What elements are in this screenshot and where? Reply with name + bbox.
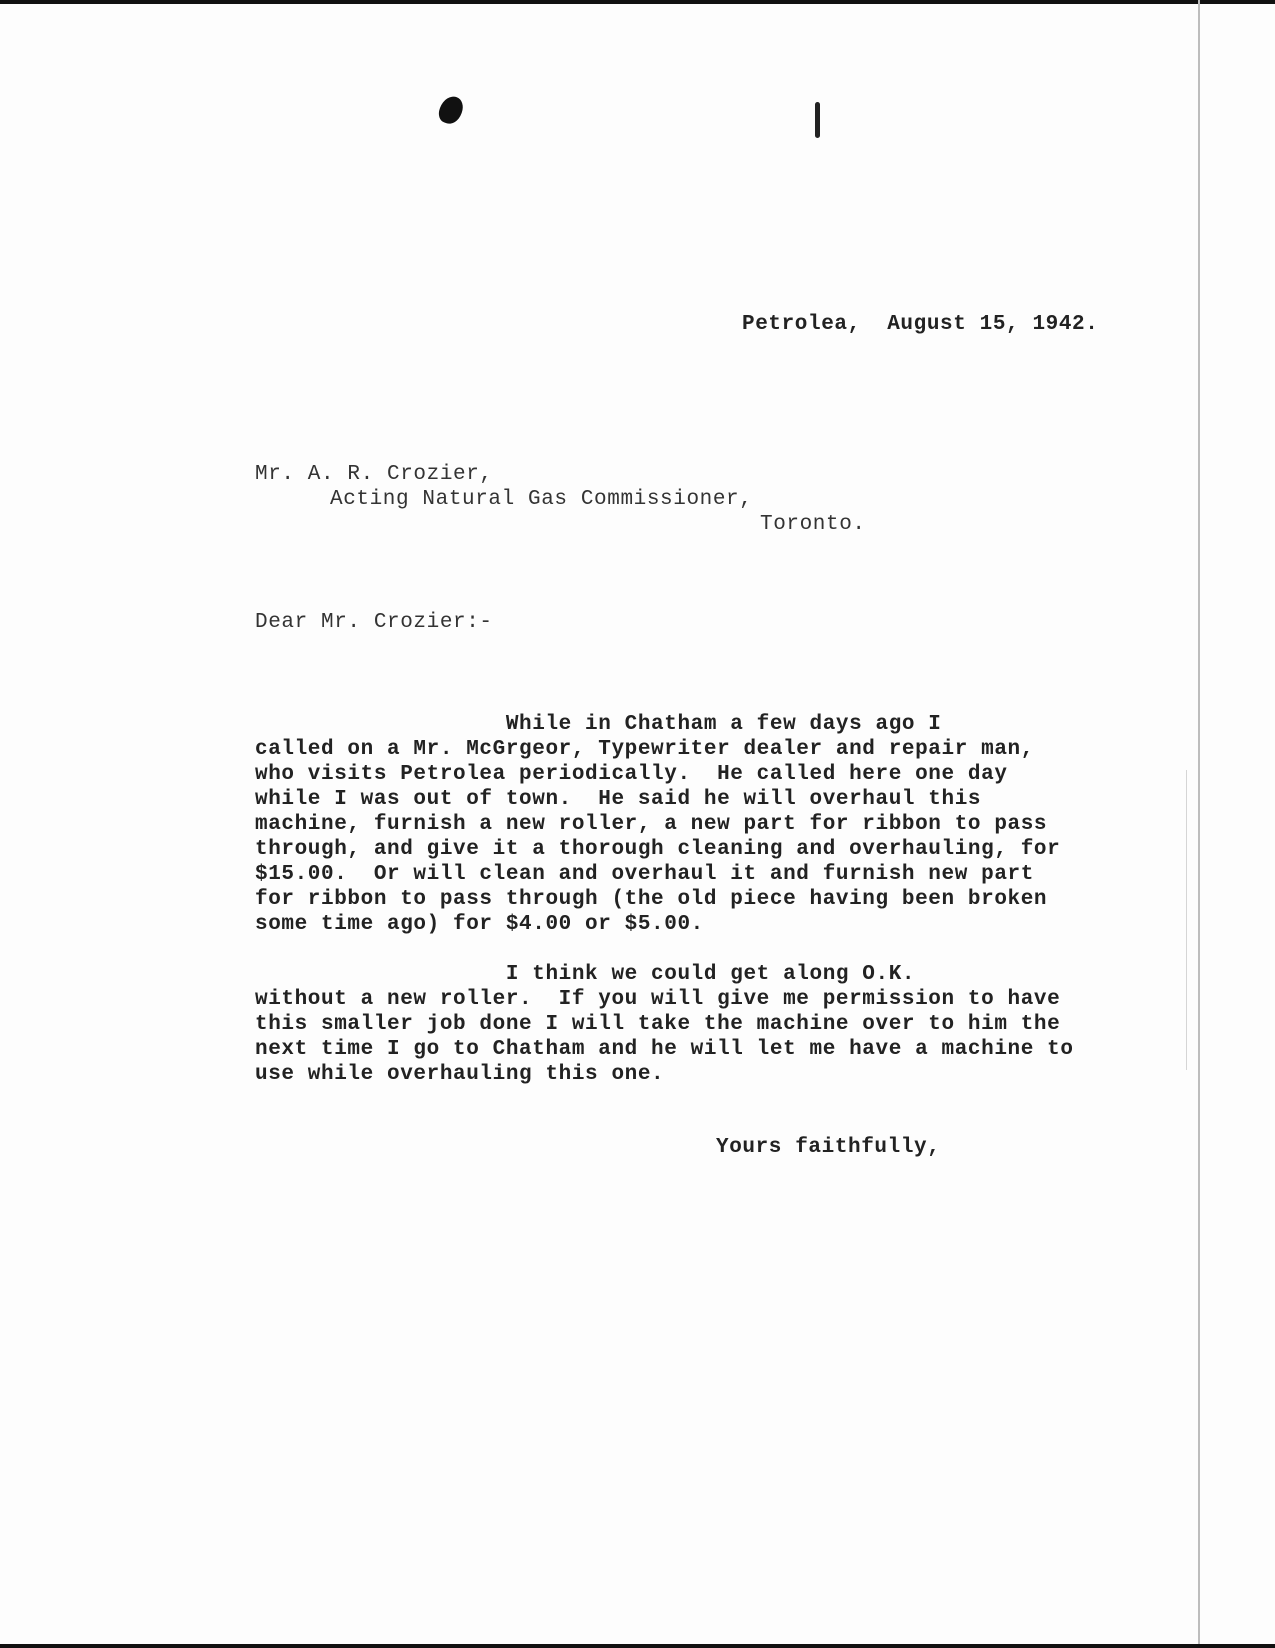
body-line: without a new roller. If you will give me permission to have: [255, 988, 1061, 1011]
scan-edge-mark: [1186, 770, 1187, 1070]
body-line: while I was out of town. He said he will overhaul this: [255, 788, 982, 811]
scan-edge-right: [1198, 0, 1200, 1648]
body-line: next time I go to Chatham and he will let me have a machine to: [255, 1038, 1074, 1061]
salutation: Dear Mr. Crozier:-: [255, 611, 493, 634]
body-line: called on a Mr. McGrgeor, Typewriter dealer and repair man,: [255, 738, 1034, 761]
body-line: use while overhauling this one.: [255, 1063, 665, 1086]
body-line: who visits Petrolea periodically. He called here one day: [255, 763, 1008, 786]
body-line: through, and give it a thorough cleaning and overhauling, for: [255, 838, 1061, 861]
dateline: Petrolea, August 15, 1942.: [742, 313, 1099, 336]
addressee-name: Mr. A. R. Crozier,: [255, 463, 493, 486]
addressee-city: Toronto.: [760, 513, 866, 536]
body-line: this smaller job done I will take the machine over to him the: [255, 1013, 1061, 1036]
closing: Yours faithfully,: [716, 1136, 941, 1159]
ink-mark: [815, 102, 820, 138]
body-line: machine, furnish a new roller, a new part for ribbon to pass: [255, 813, 1048, 836]
scan-edge-top: [0, 0, 1275, 4]
body-line: some time ago) for $4.00 or $5.00.: [255, 913, 704, 936]
scan-edge-bottom: [0, 1644, 1275, 1648]
body-line: $15.00. Or will clean and overhaul it and furnish new part: [255, 863, 1034, 886]
body-line: I think we could get along O.K.: [255, 963, 916, 986]
body-line: While in Chatham a few days ago I: [255, 713, 942, 736]
ink-blot: [436, 93, 466, 127]
addressee-title: Acting Natural Gas Commissioner,: [330, 488, 753, 511]
body-line: for ribbon to pass through (the old piece having been broken: [255, 888, 1048, 911]
